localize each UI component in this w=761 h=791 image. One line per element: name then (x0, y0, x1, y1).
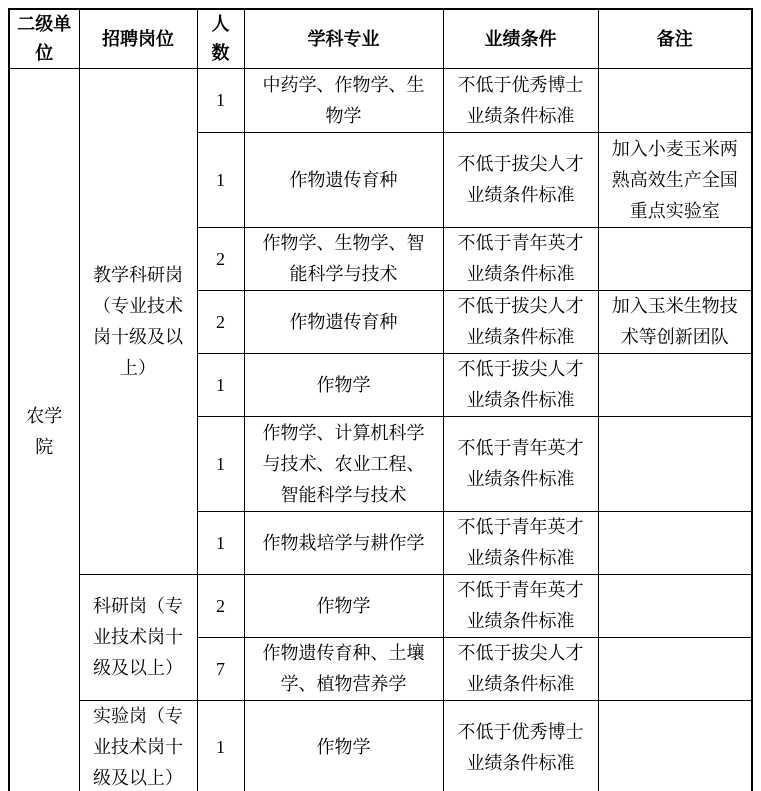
condition-cell: 不低于优秀博士业绩条件标准 (443, 701, 598, 791)
table-row (9, 69, 752, 133)
major-cell: 作物遗传育种 (244, 291, 443, 354)
count-cell: 2 (197, 291, 244, 354)
major-cell: 作物学 (244, 701, 443, 791)
condition-cell: 不低于青年英才业绩条件标准 (443, 228, 598, 291)
major-cell: 作物学 (244, 575, 443, 638)
condition-cell: 不低于优秀博士业绩条件标准 (443, 69, 598, 133)
header-cell-condition: 业绩条件 (443, 9, 598, 69)
count-cell: 1 (197, 701, 244, 791)
condition-cell: 不低于拔尖人才业绩条件标准 (443, 133, 598, 228)
major-cell: 作物遗传育种 (244, 133, 443, 228)
condition-cell: 不低于青年英才业绩条件标准 (443, 512, 598, 575)
header-cell-count: 人数 (197, 9, 244, 69)
count-cell: 1 (197, 354, 244, 417)
remark-cell (598, 638, 752, 701)
remark-cell (598, 512, 752, 575)
remark-cell (598, 228, 752, 291)
remark-cell: 加入小麦玉米两熟高效生产全国重点实验室 (598, 133, 752, 228)
count-cell: 1 (197, 69, 244, 133)
unit-cell: 农学院 (9, 69, 79, 791)
count-cell: 7 (197, 638, 244, 701)
recruitment-table (8, 8, 753, 791)
remark-cell (598, 354, 752, 417)
condition-cell: 不低于青年英才业绩条件标准 (443, 417, 598, 512)
header-row (9, 9, 752, 69)
remark-cell (598, 575, 752, 638)
header-cell-major: 学科专业 (244, 9, 443, 69)
count-cell: 2 (197, 228, 244, 291)
header-cell-position: 招聘岗位 (79, 9, 197, 69)
condition-cell: 不低于拔尖人才业绩条件标准 (443, 291, 598, 354)
major-cell: 作物学 (244, 354, 443, 417)
header-cell-remark: 备注 (598, 9, 752, 69)
major-cell: 作物学、生物学、智能科学与技术 (244, 228, 443, 291)
table-row (9, 701, 752, 791)
header-cell-unit: 二级单位 (9, 9, 79, 69)
position-group-cell-teaching-research: 教学科研岗（专业技术岗十级及以上） (79, 69, 197, 575)
major-cell: 作物栽培学与耕作学 (244, 512, 443, 575)
major-cell: 作物遗传育种、土壤学、植物营养学 (244, 638, 443, 701)
condition-cell: 不低于拔尖人才业绩条件标准 (443, 638, 598, 701)
condition-cell: 不低于青年英才业绩条件标准 (443, 575, 598, 638)
count-cell: 1 (197, 133, 244, 228)
remark-cell: 加入玉米生物技术等创新团队 (598, 291, 752, 354)
count-cell: 2 (197, 575, 244, 638)
position-group-cell-research: 科研岗（专业技术岗十级及以上） (79, 575, 197, 701)
remark-cell (598, 701, 752, 791)
table-row (9, 575, 752, 638)
major-cell: 中药学、作物学、生物学 (244, 69, 443, 133)
count-cell: 1 (197, 512, 244, 575)
remark-cell (598, 417, 752, 512)
count-cell: 1 (197, 417, 244, 512)
remark-cell (598, 69, 752, 133)
condition-cell: 不低于拔尖人才业绩条件标准 (443, 354, 598, 417)
position-group-cell-experiment: 实验岗（专业技术岗十级及以上） (79, 701, 197, 791)
major-cell: 作物学、计算机科学与技术、农业工程、智能科学与技术 (244, 417, 443, 512)
